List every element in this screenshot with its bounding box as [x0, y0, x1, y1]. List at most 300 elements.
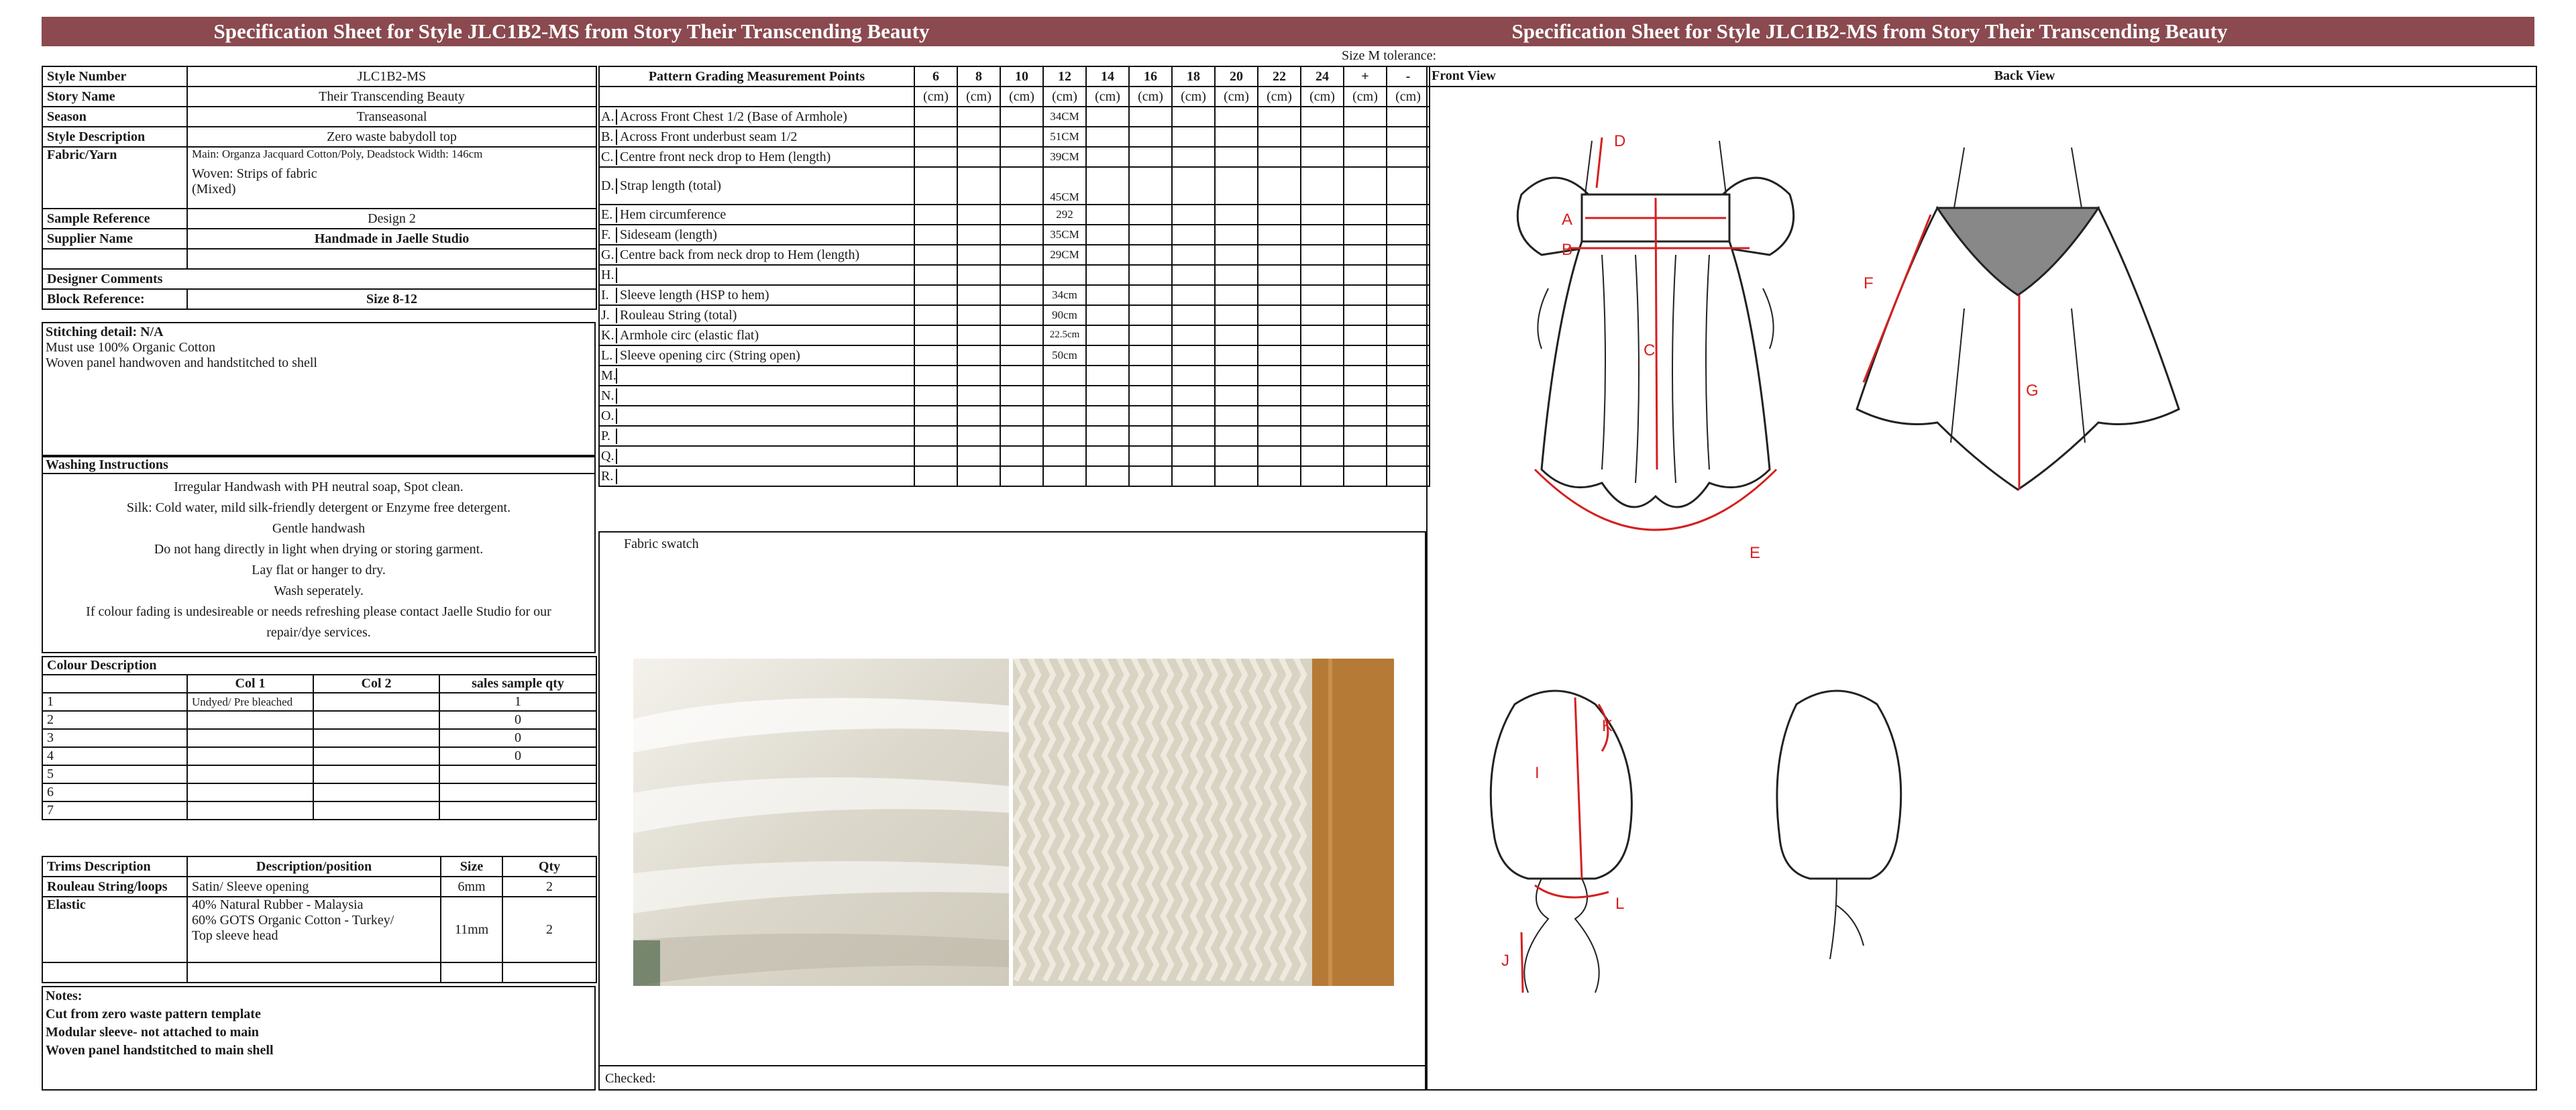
- grading-key: P.: [601, 429, 617, 444]
- grading-value: [1215, 345, 1258, 366]
- grading-value: [1172, 305, 1215, 325]
- blank-cell: [187, 249, 596, 269]
- grading-value: [1387, 426, 1430, 446]
- trims-label: Trims Description: [42, 856, 187, 877]
- season-label: Season: [42, 107, 187, 127]
- colour-row-num: 4: [42, 747, 187, 765]
- grading-value: 39CM: [1043, 147, 1086, 167]
- grading-value: [914, 167, 957, 205]
- grading-value: [1387, 265, 1430, 285]
- grading-key: M.: [601, 368, 616, 383]
- grading-value: [1387, 406, 1430, 426]
- grading-value: [1258, 265, 1301, 285]
- grading-value: 292: [1043, 205, 1086, 225]
- sample-reference-value: Design 2: [187, 209, 596, 229]
- front-view-label: Front View: [1432, 68, 1496, 83]
- mark-f: F: [1864, 274, 1874, 292]
- grading-value: [1129, 426, 1172, 446]
- grading-point: Across Front underbust seam 1/2: [620, 129, 798, 144]
- style-info-table: [42, 66, 597, 310]
- grading-value: [1344, 366, 1387, 386]
- colour-cell: [187, 783, 313, 801]
- notes-label: Notes:: [46, 989, 83, 1003]
- grading-value: [1000, 366, 1043, 386]
- colour-description-panel: [42, 656, 596, 820]
- note-line: Woven panel handstitched to main shell: [46, 1043, 274, 1058]
- size-header: 18: [1172, 66, 1215, 87]
- supplier-value: Handmade in Jaelle Studio: [187, 229, 596, 249]
- grading-value: [1258, 245, 1301, 265]
- grading-value: [957, 225, 1000, 245]
- grading-value: [1129, 305, 1172, 325]
- grading-row: [599, 147, 1430, 167]
- grading-value: [1172, 245, 1215, 265]
- grading-value: [1301, 167, 1344, 205]
- front-view-drawing: [1468, 121, 1843, 584]
- grading-row: [599, 345, 1430, 366]
- washing-line: repair/dye services.: [266, 625, 371, 640]
- grading-value: [1215, 265, 1258, 285]
- views-header: [1428, 67, 2536, 87]
- grading-point: Hem circumference: [620, 207, 727, 222]
- grading-value: [1301, 426, 1344, 446]
- grading-value: [1258, 305, 1301, 325]
- grading-row: [599, 167, 1430, 205]
- grading-value: [1129, 446, 1172, 466]
- grading-value: [1000, 305, 1043, 325]
- grading-value: [1344, 225, 1387, 245]
- col1-header: Col 1: [187, 675, 313, 693]
- grading-value: [1129, 325, 1172, 345]
- grading-value: [1129, 345, 1172, 366]
- grading-value: [1215, 305, 1258, 325]
- grading-key: L.: [601, 348, 617, 364]
- grading-point: Across Front Chest 1/2 (Base of Armhole): [620, 109, 847, 124]
- rouleau-label: Rouleau String/loops: [42, 877, 187, 897]
- grading-row: [599, 466, 1430, 486]
- grading-value: [1000, 107, 1043, 127]
- qty-header: sales sample qty: [439, 675, 596, 693]
- colour-qty: [439, 765, 596, 783]
- col2-header: Col 2: [313, 675, 439, 693]
- grading-value: [914, 345, 957, 366]
- blank-cell: [42, 962, 187, 983]
- checked-divider: [600, 1065, 1425, 1066]
- grading-value: [957, 305, 1000, 325]
- grading-key: K.: [601, 328, 617, 343]
- grading-value: [1129, 127, 1172, 147]
- grading-value: [1172, 147, 1215, 167]
- grading-row: [599, 205, 1430, 225]
- grading-value: [1344, 167, 1387, 205]
- grading-value: [1172, 446, 1215, 466]
- grading-value: [1258, 406, 1301, 426]
- unit-cell: (cm): [1301, 87, 1344, 107]
- grading-value: [1301, 245, 1344, 265]
- grading-value: 50cm: [1043, 345, 1086, 366]
- grading-key: F.: [601, 227, 617, 243]
- colour-cell: [313, 729, 439, 747]
- style-number-label: Style Number: [42, 66, 187, 87]
- grading-table: [598, 66, 1430, 487]
- unit-cell: (cm): [1215, 87, 1258, 107]
- grading-value: 51CM: [1043, 127, 1086, 147]
- unit-cell: (cm): [1258, 87, 1301, 107]
- page-title-right: Specification Sheet for Style JLC1B2-MS from Story Their Transcending Beauty: [1511, 19, 2228, 43]
- grading-label: [599, 366, 914, 386]
- grading-key: I.: [601, 288, 617, 303]
- grading-value: [1387, 107, 1430, 127]
- grading-value: [1387, 167, 1430, 205]
- unit-row: [599, 87, 1430, 107]
- grading-value: [957, 147, 1000, 167]
- grading-value: [1215, 225, 1258, 245]
- grading-value: [914, 245, 957, 265]
- grading-value: [957, 167, 1000, 205]
- blank-cell: [42, 675, 187, 693]
- colour-row-num: 3: [42, 729, 187, 747]
- grading-value: [1258, 345, 1301, 366]
- grading-value: [914, 127, 957, 147]
- grading-label: [599, 167, 914, 205]
- measure-line: [1521, 932, 1523, 993]
- grading-value: [1215, 466, 1258, 486]
- block-reference-value: Size 8-12: [187, 289, 596, 309]
- grading-value: [1000, 265, 1043, 285]
- stitching-line-2: Woven panel handwoven and handstitched to shell: [46, 355, 317, 370]
- story-name-label: Story Name: [42, 87, 187, 107]
- grading-value: [1172, 285, 1215, 305]
- grading-point: Armhole circ (elastic flat): [620, 327, 759, 343]
- size-header: 16: [1129, 66, 1172, 87]
- size-header: -: [1387, 66, 1430, 87]
- trims-table: [42, 856, 597, 983]
- grading-value: [1215, 127, 1258, 147]
- colour-qty: 1: [439, 693, 596, 711]
- colour-cell: [313, 783, 439, 801]
- size-header: 14: [1086, 66, 1129, 87]
- grading-value: [1344, 446, 1387, 466]
- grading-value: [1387, 446, 1430, 466]
- grading-label: [599, 406, 914, 426]
- grading-value: [1172, 325, 1215, 345]
- block-reference-label: Block Reference:: [42, 289, 187, 309]
- grading-value: [1344, 406, 1387, 426]
- mark-c: C: [1644, 341, 1656, 359]
- grading-value: [1344, 426, 1387, 446]
- washing-instructions-box: [42, 455, 596, 653]
- grading-row: [599, 305, 1430, 325]
- colour-qty: [439, 783, 596, 801]
- grading-value: [914, 285, 957, 305]
- size-header: 8: [957, 66, 1000, 87]
- grading-value: [1086, 167, 1129, 205]
- grading-value: [1387, 466, 1430, 486]
- grading-value: [1215, 245, 1258, 265]
- grading-value: [1258, 366, 1301, 386]
- grading-label: [599, 245, 914, 265]
- washing-line: If colour fading is undesireable or needs refreshing please contact Jaelle Studio for our: [86, 604, 551, 619]
- grading-key: R.: [601, 469, 617, 484]
- grading-value: [1387, 147, 1430, 167]
- grading-value: [1258, 386, 1301, 406]
- grading-value: [1344, 386, 1387, 406]
- size-header: 24: [1301, 66, 1344, 87]
- grading-value: [914, 147, 957, 167]
- grading-label: [599, 386, 914, 406]
- grading-value: [1086, 107, 1129, 127]
- grading-value: [1258, 205, 1301, 225]
- grading-value: [1301, 345, 1344, 366]
- grading-value: [1387, 205, 1430, 225]
- mark-l: L: [1615, 895, 1625, 913]
- fabric-swatch-label: Fabric swatch: [624, 537, 699, 551]
- grading-value: [957, 107, 1000, 127]
- grading-value: [1301, 406, 1344, 426]
- story-name-value: Their Transcending Beauty: [187, 87, 596, 107]
- grading-value: [957, 205, 1000, 225]
- grading-value: [1258, 127, 1301, 147]
- grading-row: [599, 107, 1430, 127]
- grading-value: [1387, 127, 1430, 147]
- unit-cell: (cm): [1086, 87, 1129, 107]
- grading-value: [1129, 245, 1172, 265]
- grading-value: [1172, 366, 1215, 386]
- colour-cell: [313, 765, 439, 783]
- colour-qty: [439, 801, 596, 820]
- trims-desc-header: Description/position: [187, 856, 441, 877]
- grading-label: [599, 205, 914, 225]
- grading-value: [1387, 366, 1430, 386]
- grading-value: [1086, 386, 1129, 406]
- grading-value: [957, 426, 1000, 446]
- grading-key: N.: [601, 388, 617, 404]
- grading-value: [957, 406, 1000, 426]
- grading-value: [1344, 205, 1387, 225]
- grading-value: [1387, 325, 1430, 345]
- grading-value: [1387, 225, 1430, 245]
- grading-value: [1344, 107, 1387, 127]
- grading-value: [1000, 386, 1043, 406]
- checked-label: Checked:: [605, 1071, 656, 1086]
- grading-value: [1000, 245, 1043, 265]
- colour-label: Colour Description: [42, 657, 596, 675]
- grading-value: [1129, 265, 1172, 285]
- grading-value: [1000, 406, 1043, 426]
- fabric-swatch-panel: [598, 531, 1426, 1091]
- grading-value: [1172, 265, 1215, 285]
- grading-value: [1086, 305, 1129, 325]
- grading-key: J.: [601, 308, 617, 323]
- grading-value: [1258, 225, 1301, 245]
- fabric-woven: Woven: Strips of fabric: [192, 166, 317, 181]
- grading-value: [1172, 386, 1215, 406]
- grading-value: [1172, 345, 1215, 366]
- grading-label: [599, 426, 914, 446]
- grading-value: [957, 265, 1000, 285]
- grading-value: [1258, 147, 1301, 167]
- elastic-size: 11mm: [441, 897, 502, 962]
- grading-row: [599, 285, 1430, 305]
- grading-row: [599, 446, 1430, 466]
- size-header: +: [1344, 66, 1387, 87]
- measure-line: [1656, 198, 1657, 469]
- sleeve-back-drawing: [1763, 677, 1924, 1006]
- grading-value: [914, 305, 957, 325]
- grading-value: [957, 345, 1000, 366]
- note-line: Modular sleeve- not attached to main: [46, 1025, 259, 1040]
- colour-cell: Undyed/ Pre bleached: [187, 693, 313, 711]
- blank-cell: [441, 962, 502, 983]
- grading-value: [1301, 325, 1344, 345]
- grading-label: [599, 265, 914, 285]
- blank-cell: [599, 87, 914, 107]
- colour-cell: [187, 729, 313, 747]
- grading-value: 34cm: [1043, 285, 1086, 305]
- mark-a: A: [1562, 211, 1573, 229]
- mark-i: I: [1535, 764, 1540, 782]
- unit-cell: (cm): [957, 87, 1000, 107]
- grading-key: A.: [601, 109, 617, 125]
- grading-value: [1172, 107, 1215, 127]
- mark-k: K: [1602, 717, 1613, 735]
- grading-value: [1129, 285, 1172, 305]
- grading-value: [1000, 225, 1043, 245]
- grading-panel: [598, 66, 1426, 487]
- washing-lines: [43, 474, 594, 643]
- washing-line: Silk: Cold water, mild silk-friendly detergent or Enzyme free detergent.: [126, 500, 511, 515]
- grading-value: [1344, 325, 1387, 345]
- grading-value: [957, 446, 1000, 466]
- grading-value: [1172, 426, 1215, 446]
- colour-row-num: 2: [42, 711, 187, 729]
- grading-value: [1043, 466, 1086, 486]
- grading-value: [1301, 386, 1344, 406]
- grading-value: [914, 265, 957, 285]
- grading-label: [599, 147, 914, 167]
- style-number-value: JLC1B2-MS: [187, 66, 596, 87]
- unit-cell: (cm): [1172, 87, 1215, 107]
- elastic-label: Elastic: [42, 897, 187, 962]
- size-header: 6: [914, 66, 957, 87]
- size-header: 12: [1043, 66, 1086, 87]
- grading-value: [1129, 205, 1172, 225]
- grading-value: [1344, 245, 1387, 265]
- grading-value: [1086, 205, 1129, 225]
- washing-line: Irregular Handwash with PH neutral soap, Spot clean.: [174, 480, 464, 494]
- grading-label: [599, 325, 914, 345]
- grading-point: Strap length (total): [620, 178, 722, 193]
- sample-reference-label: Sample Reference: [42, 209, 187, 229]
- grading-value: [1344, 265, 1387, 285]
- grading-value: [1086, 245, 1129, 265]
- grading-value: [1129, 406, 1172, 426]
- grading-value: 29CM: [1043, 245, 1086, 265]
- grading-value: [1129, 147, 1172, 167]
- colour-row-num: 7: [42, 801, 187, 820]
- back-view-drawing: [1830, 141, 2206, 570]
- organza-swatch-photo: [633, 659, 1009, 986]
- grading-value: [1172, 167, 1215, 205]
- grading-label: [599, 466, 914, 486]
- blank-cell: [502, 962, 596, 983]
- washing-line: Do not hang directly in light when drying or storing garment.: [154, 542, 484, 557]
- elastic-qty: 2: [502, 897, 596, 962]
- page-title-left: Specification Sheet for Style JLC1B2-MS from Story Their Transcending Beauty: [213, 19, 930, 43]
- grading-row: [599, 366, 1430, 386]
- grading-value: [1215, 386, 1258, 406]
- grading-value: [1172, 225, 1215, 245]
- grading-value: [1387, 285, 1430, 305]
- grading-value: [1043, 446, 1086, 466]
- grading-label: [599, 107, 914, 127]
- grading-value: [1344, 466, 1387, 486]
- grading-value: [1086, 426, 1129, 446]
- grading-row: [599, 127, 1430, 147]
- style-description-label: Style Description: [42, 127, 187, 147]
- grading-value: [1344, 147, 1387, 167]
- colour-qty: 0: [439, 747, 596, 765]
- grading-value: [914, 107, 957, 127]
- grading-value: [1344, 127, 1387, 147]
- supplier-label: Supplier Name: [42, 229, 187, 249]
- grading-value: [914, 205, 957, 225]
- grading-value: [1258, 426, 1301, 446]
- grading-value: [1172, 127, 1215, 147]
- grading-value: [1000, 285, 1043, 305]
- grading-value: [1301, 127, 1344, 147]
- grading-value: [1301, 366, 1344, 386]
- grading-value: [1086, 345, 1129, 366]
- grading-value: [1258, 285, 1301, 305]
- grading-value: [1301, 265, 1344, 285]
- woven-swatch-photo: [1013, 659, 1394, 986]
- grading-value: [914, 446, 957, 466]
- colour-cell: [313, 711, 439, 729]
- colour-cell: [313, 693, 439, 711]
- stitching-line-1: Must use 100% Organic Cotton: [46, 340, 215, 355]
- grading-value: [1086, 366, 1129, 386]
- washing-label: Washing Instructions: [43, 456, 594, 474]
- elastic-desc-line: Top sleeve head: [192, 928, 278, 943]
- grading-value: [1387, 245, 1430, 265]
- grading-value: [1129, 107, 1172, 127]
- fabric-main: Main: Organza Jacquard Cotton/Poly, Deadstock Width: 146cm: [192, 148, 483, 160]
- colour-table: [42, 656, 597, 820]
- elastic-desc-line: 60% GOTS Organic Cotton - Turkey/: [192, 913, 394, 928]
- washing-line: Gentle handwash: [272, 521, 366, 536]
- trims-qty-header: Qty: [502, 856, 596, 877]
- grading-value: [914, 325, 957, 345]
- grading-value: [1043, 406, 1086, 426]
- grading-value: [1258, 107, 1301, 127]
- grading-label: [599, 225, 914, 245]
- grading-value: [1000, 446, 1043, 466]
- colour-cell: [313, 801, 439, 820]
- rouleau-desc: Satin/ Sleeve opening: [187, 877, 441, 897]
- grading-value: [1086, 285, 1129, 305]
- grading-value: [1301, 107, 1344, 127]
- grading-value: [1258, 167, 1301, 205]
- grading-value: [1086, 225, 1129, 245]
- unit-cell: (cm): [1344, 87, 1387, 107]
- grading-value: [914, 426, 957, 446]
- notes-box: [42, 986, 596, 1091]
- grading-value: [1129, 466, 1172, 486]
- grading-value: 45CM: [1043, 167, 1086, 205]
- style-description-value: Zero waste babydoll top: [187, 127, 596, 147]
- grading-value: [1301, 205, 1344, 225]
